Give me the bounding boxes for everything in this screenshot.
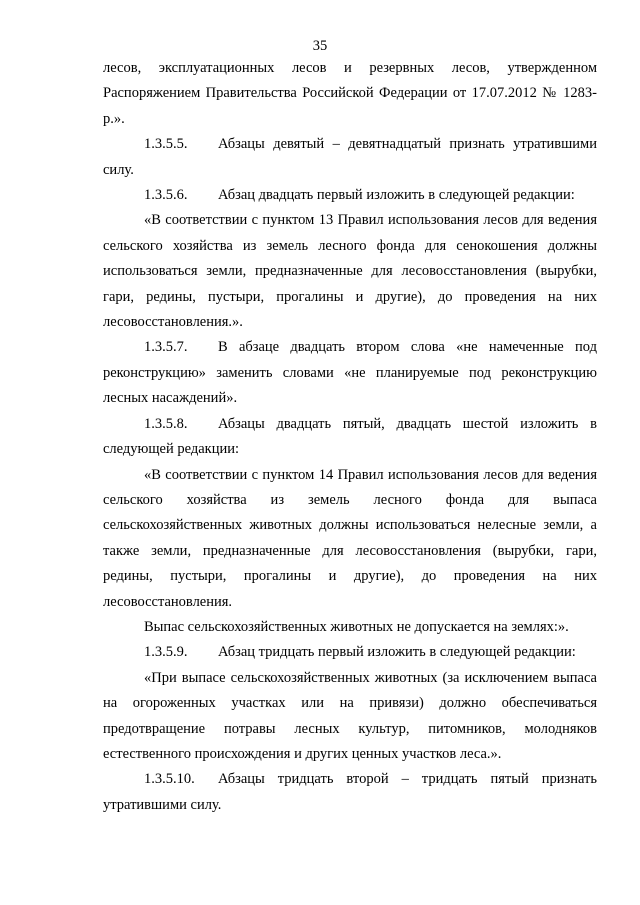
paragraph-item-1-3-5-7 (103, 335, 597, 411)
item-text: В абзаце двадцать втором слова «не намеченные под реконструкцию» заменить словами «не планируемые под реконструкцию лесных насаждений». (103, 339, 597, 407)
item-number: 1.3.5.6. (144, 187, 188, 204)
item-text: Абзац тридцать первый изложить в следующей редакции: (218, 644, 576, 661)
page-number: 35 (312, 38, 328, 54)
item-text: Абзацы двадцать пятый, двадцать шестой изложить в следующей редакции: (103, 415, 597, 458)
paragraph-grazing-restriction: Выпас сельскохозяйственных животных не допускается на землях:». (144, 618, 569, 635)
paragraph-item-1-3-5-6 (103, 183, 597, 208)
item-text: Абзац двадцать первый изложить в следующей редакции: (218, 187, 575, 204)
item-text: Абзацы тридцать второй – тридцать пятый признать утратившими силу. (103, 771, 597, 813)
paragraph-quote-grazing-protection: «При выпасе сельскохозяйственных животных (за исключением выпаса на огороженных участках или на привязи) должно обеспечиваться предотвращение потравы лесных культур, питомников, молодняков естественного происхождения и других ценных участков леса.». (103, 669, 597, 762)
paragraph-quote-grazing: «В соответствии с пунктом 14 Правил использования лесов для ведения сельского хозяйства из земель лесного фонда для выпаса сельскохозяйственных животных должны использоваться нелесные земли, а также земли, предназначенные для лесовосстановления (вырубки, гари, редины, пустыри, прогалины и другие), до проведения на них лесовосстановления. (103, 466, 597, 610)
item-number: 1.3.5.5. (144, 136, 188, 153)
item-text: Абзацы девятый – девятнадцатый признать утратившими силу. (103, 136, 597, 178)
item-number: 1.3.5.7. (144, 339, 188, 356)
paragraph-continuation: лесов, эксплуатационных лесов и резервных лесов, утвержденном Распоряжением Правительства Российской Федерации от 17.07.2012 № 1283-р.». (103, 60, 597, 127)
paragraph-item-1-3-5-10 (103, 767, 597, 818)
document-body (103, 56, 597, 818)
paragraph-item-1-3-5-5 (103, 132, 597, 183)
paragraph-item-1-3-5-9 (103, 640, 597, 665)
paragraph-item-1-3-5-8 (103, 412, 597, 463)
item-number: 1.3.5.9. (144, 644, 188, 661)
paragraph-quote-haymaking: «В соответствии с пунктом 13 Правил использования лесов для ведения сельского хозяйства из земель лесного фонда для сенокошения должны использоваться земли, предназначенные для лесовосстановления (вырубки, гари, редины, пустыри, прогалины и другие), до проведения на них лесовосстановления.». (103, 212, 597, 331)
item-number: 1.3.5.8. (144, 415, 188, 432)
item-number: 1.3.5.10. (144, 771, 195, 788)
